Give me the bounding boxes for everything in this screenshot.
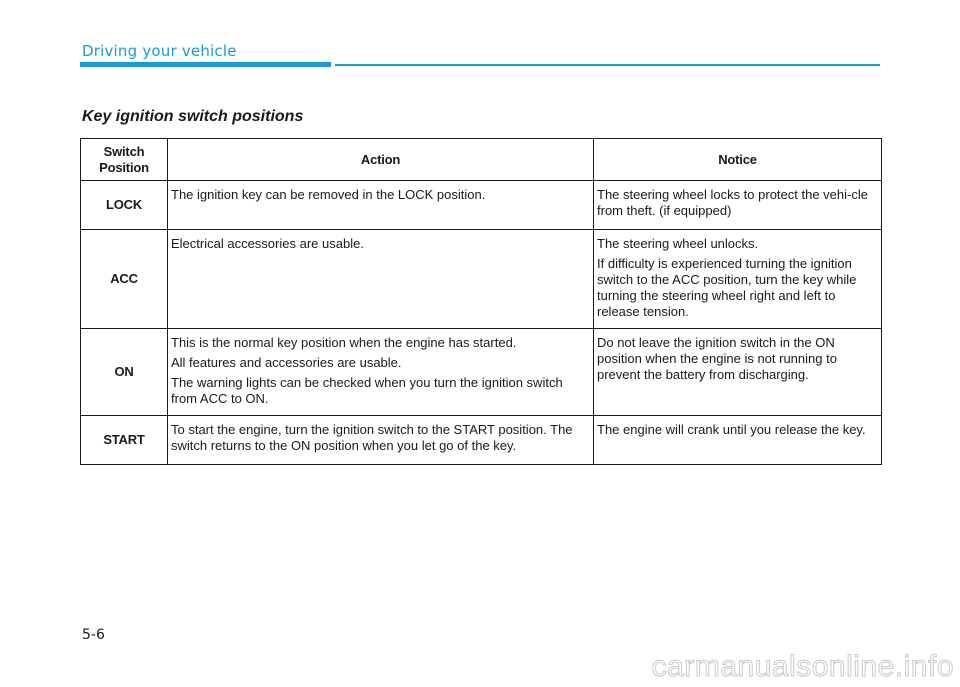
section-header-title: Driving your vehicle	[82, 42, 237, 60]
position-cell: ACC	[81, 230, 168, 329]
action-text: Electrical accessories are usable.	[171, 236, 364, 251]
action-text: To start the engine, turn the ignition switch to the START position. The switch returns to the ON position when you let go of the key.	[171, 422, 573, 453]
action-cell	[168, 416, 594, 465]
ignition-positions-table	[80, 138, 882, 465]
notice-text: The steering wheel unlocks.	[597, 236, 759, 251]
column-header-action: Action	[168, 139, 594, 181]
table-row	[81, 181, 882, 230]
watermark: carmanualsonline.info	[651, 650, 954, 683]
table-row	[81, 329, 882, 416]
action-text: The ignition key can be removed in the LOCK position.	[171, 187, 486, 202]
notice-text: Do not leave the ignition switch in the ON position when the engine is not running to prevent the battery from discharging.	[597, 335, 837, 382]
header-rule	[335, 64, 880, 66]
column-header-switch-position	[81, 139, 168, 181]
action-text: The warning lights can be checked when you turn the ignition switch from ACC to ON.	[171, 375, 563, 406]
action-text: This is the normal key position when the engine has started.	[171, 335, 517, 350]
action-cell	[168, 230, 594, 329]
position-cell: START	[81, 416, 168, 465]
action-cell	[168, 329, 594, 416]
action-cell	[168, 181, 594, 230]
action-text: All features and accessories are usable.	[171, 355, 402, 370]
notice-cell	[594, 181, 882, 230]
position-cell: LOCK	[81, 181, 168, 230]
column-header-switch-line2: Position	[99, 159, 149, 175]
column-header-switch-line1: Switch	[103, 143, 145, 159]
table-row	[81, 230, 882, 329]
notice-text: If difficulty is experienced turning the ignition switch to the ACC position, turn the key while turning the steering wheel right and left to release tension.	[597, 256, 857, 319]
page-number: 5-6	[82, 627, 105, 643]
notice-text: The engine will crank until you release the key.	[597, 422, 866, 437]
position-cell: ON	[81, 329, 168, 416]
column-header-notice: Notice	[594, 139, 882, 181]
notice-cell	[594, 230, 882, 329]
notice-cell	[594, 329, 882, 416]
header-accent-bar	[80, 62, 331, 67]
table-header-row	[81, 139, 882, 181]
notice-text: The steering wheel locks to protect the vehi-cle from theft. (if equipped)	[597, 187, 868, 218]
notice-cell	[594, 416, 882, 465]
page-title: Key ignition switch positions	[82, 108, 304, 125]
table-row	[81, 416, 882, 465]
